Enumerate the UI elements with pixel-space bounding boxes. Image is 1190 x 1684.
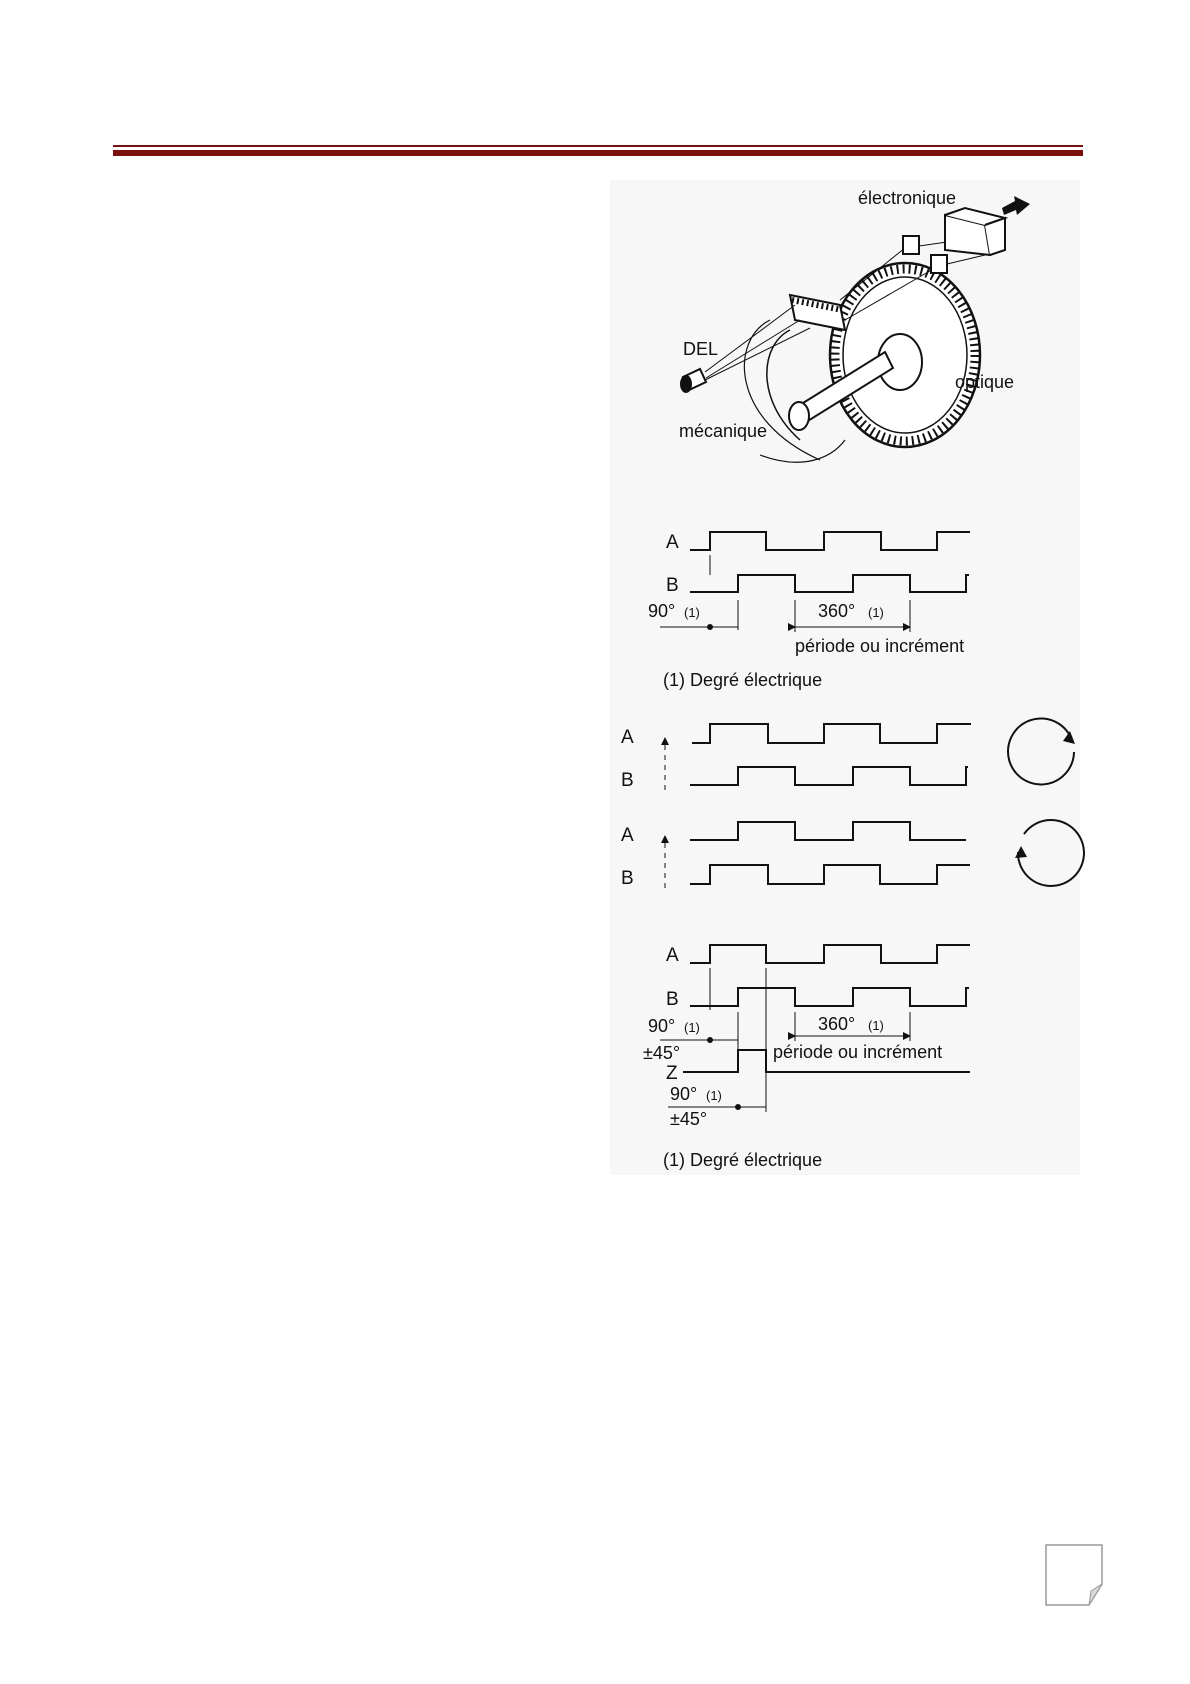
clockwise-rotation-icon — [1008, 718, 1074, 784]
diagram1-phase-shift: 90° — [648, 601, 676, 621]
diagram3-period-caption: période ou incrément — [773, 1042, 943, 1062]
diagram1-label-b: B — [666, 575, 679, 596]
diagram3-period-note: (1) — [868, 1018, 884, 1033]
diagram3-phase-note: (1) — [684, 1020, 700, 1035]
direction-diagram — [665, 718, 1084, 888]
quadrature-diagram — [660, 532, 970, 632]
index-waveform-b — [690, 988, 969, 1006]
electronics-block — [945, 208, 1005, 255]
page-curl-icon — [1046, 1545, 1102, 1605]
cw-waveform-b — [690, 767, 968, 785]
diagram1-period-caption: période ou incrément — [795, 636, 965, 656]
diagram2-cw-label-a: A — [621, 727, 634, 748]
counterclockwise-rotation-icon — [1018, 820, 1084, 886]
diagram2-ccw-label-a: A — [621, 825, 634, 846]
label-optical: optique — [955, 372, 1015, 392]
cw-waveform-a — [692, 724, 971, 743]
index-diagram — [660, 945, 970, 1112]
diagram3-z-width-note: (1) — [706, 1088, 722, 1103]
diagram2-ccw-label-b: B — [621, 868, 634, 889]
diagram3-phase-shift: 90° — [648, 1016, 676, 1036]
diagram3-z-width: 90° — [670, 1084, 698, 1104]
diagram1-footnote: (1) Degré électrique — [663, 670, 823, 690]
diagram1-phase-note: (1) — [684, 605, 700, 620]
waveform-a — [690, 532, 970, 550]
index-waveform-a — [690, 945, 970, 963]
diagram3-period: 360° — [818, 1014, 856, 1034]
label-mechanical: mécanique — [679, 421, 768, 441]
diagram3-label-z: Z — [666, 1063, 678, 1084]
ccw-waveform-a — [690, 822, 966, 840]
label-electronics: électronique — [858, 188, 957, 208]
diagram3-label-b: B — [666, 989, 679, 1010]
diagram2-cw-label-b: B — [621, 770, 634, 791]
waveform-b — [690, 575, 969, 592]
diagram1-period: 360° — [818, 601, 856, 621]
diagram1-period-note: (1) — [868, 605, 884, 620]
output-arrow-icon — [1002, 196, 1030, 215]
diagram1-label-a: A — [666, 532, 679, 553]
diagram3-z-tolerance: ±45° — [670, 1109, 708, 1129]
ccw-waveform-b — [690, 865, 970, 884]
diagram3-label-a: A — [666, 945, 679, 966]
label-led: DEL — [683, 339, 719, 359]
diagram3-tolerance: ±45° — [643, 1043, 681, 1063]
diagram3-footnote: (1) Degré électrique — [663, 1150, 823, 1170]
